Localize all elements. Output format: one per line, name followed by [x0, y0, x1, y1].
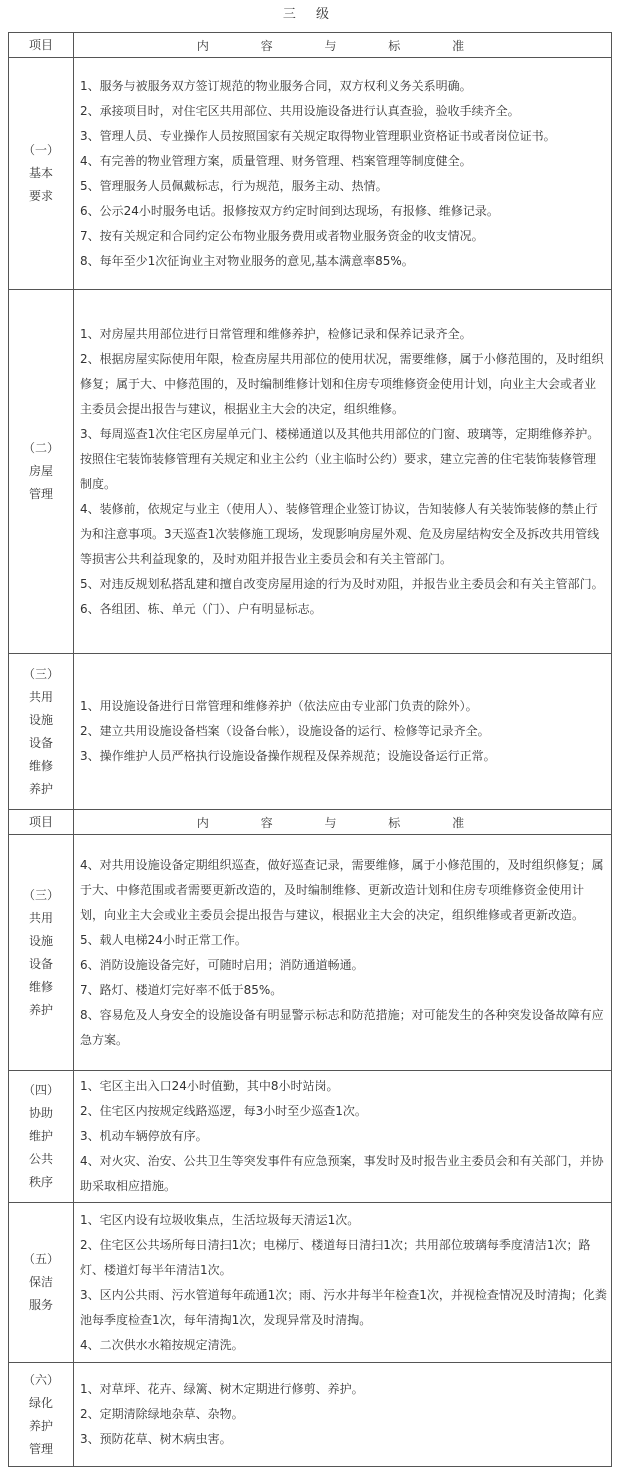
content-line: 7、按有关规定和合同约定公布物业服务费用或者物业服务资金的收支情况。: [80, 228, 484, 243]
section-label-line: 维护: [28, 1129, 53, 1143]
section-label-line: 绿化: [28, 1395, 53, 1410]
section-label-line: 养护: [28, 1418, 53, 1433]
content-line: 2、定期清除绿地杂草、杂物。: [80, 1407, 244, 1421]
section-content: [74, 1363, 612, 1467]
content-line: 4、装修前，依规定与业主（使用人）、装修管理企业签订协议，告知装修人有关装饰装修的禁止行为和注意事项。3天巡查1次装修施工现场，发现影响房屋外观、危及房屋结构安全及拆改共用管线等损害公共利益现象的，及时劝阻并报告业主委员会和有关主管部门。: [80, 501, 600, 566]
section-content: [74, 835, 612, 1071]
content-line: 6、各组团、栋、单元（门）、户有明显标志。: [80, 601, 322, 616]
content-line: 2、根据房屋实际使用年限，检查房屋共用部位的使用状况，需要维修，属于小修范围的，及时组织修复；属于大、中修范围的，及时编制维修计划和住房专项维修资金使用计划，向业主大会或者业主委员会提出报告与建议，根据业主大会的决定，组织维修。: [80, 351, 604, 416]
section-label-line: （一）: [22, 143, 59, 157]
section-row: [9, 1363, 612, 1467]
section-label-line: 设备: [28, 735, 53, 750]
section-label-line: （三）: [22, 887, 59, 902]
content-line: 7、路灯、楼道灯完好率不低于85%。: [80, 982, 283, 997]
section-label-line: 维修: [28, 979, 53, 994]
section-label-line: 保洁: [28, 1275, 53, 1289]
section-row: [9, 290, 612, 654]
section-label-line: 秩序: [28, 1175, 53, 1189]
header-col-content: [74, 33, 612, 58]
section-label-line: 设备: [28, 956, 53, 971]
section-label: [9, 835, 74, 1071]
section-label-line: 基本: [28, 166, 53, 180]
section-row: [9, 1071, 612, 1203]
content-line: 8、每年至少1次征询业主对物业服务的意见,基本满意率85%。: [80, 253, 414, 268]
section-label-line: 共用: [28, 910, 53, 925]
section-content: [74, 1203, 612, 1363]
section-label-line: 管理: [28, 1441, 53, 1456]
section-label-line: （四）: [22, 1083, 59, 1097]
section-content: [74, 58, 612, 290]
header-col-item: 项目: [9, 33, 74, 58]
section-row: [9, 835, 612, 1071]
content-line: 4、有完善的物业管理方案，质量管理、财务管理、档案管理等制度健全。: [80, 153, 472, 168]
content-line: 5、对违反规划私搭乱建和擅自改变房屋用途的行为及时劝阻，并报告业主委员会和有关主管部门。: [80, 576, 604, 591]
section-label-line: 公共: [28, 1152, 53, 1166]
header-row: [9, 33, 612, 58]
section-label-line: （五）: [22, 1252, 59, 1266]
section-label-line: 设施: [28, 933, 53, 948]
section-label-line: （六）: [22, 1372, 59, 1387]
section-label-line: （三）: [22, 666, 59, 681]
header-content-label: 内 容 与 标 准: [196, 815, 489, 830]
content-line: 3、机动车辆停放有序。: [80, 1129, 208, 1143]
section-content: [74, 654, 612, 810]
header-content-label: 内 容 与 标 准: [196, 38, 489, 53]
content-line: 3、区内公共雨、污水管道每年疏通1次；雨、污水井每半年检查1次，并视检查情况及时清掏；化粪池每季度检查1次，每年清掏1次，发现异常及时清掏。: [80, 1287, 607, 1327]
section-label-line: 房屋: [28, 464, 53, 478]
section-label: [9, 1203, 74, 1363]
section-label-line: 养护: [28, 781, 53, 796]
content-line: 2、住宅区内按规定线路巡逻，每3小时至少巡查1次。: [80, 1104, 367, 1118]
content-line: 2、住宅区公共场所每日清扫1次；电梯厅、楼道每日清扫1次；共用部位玻璃每季度清洁1次；路灯、楼道灯每半年清洁1次。: [80, 1237, 591, 1277]
content-line: 6、消防设施设备完好，可随时启用；消防通道畅通。: [80, 957, 364, 972]
section-label: [9, 1071, 74, 1203]
header-col-item: 项目: [9, 810, 74, 835]
standards-table-body: [9, 33, 612, 1467]
content-line: 1、宅区内设有垃圾收集点，生活垃圾每天清运1次。: [80, 1212, 360, 1227]
content-line: 1、对草坪、花卉、绿篱、树木定期进行修剪、养护。: [80, 1382, 364, 1396]
content-line: 1、用设施设备进行日常管理和维修养护（依法应由专业部门负责的除外）。: [80, 699, 478, 713]
section-label: [9, 1363, 74, 1467]
content-line: 6、公示24小时服务电话。报修按双方约定时间到达现场，有报修、维修记录。: [80, 203, 499, 218]
content-line: 4、对共用设施设备定期组织巡查，做好巡查记录，需要维修，属于小修范围的，及时组织修复；属于大、中修范围或者需要更新改造的，及时编制维修、更新改造计划和住房专项维修资金使用计划，向业主大会或业主委员会提出报告与建议，根据业主大会的决定，组织维修或者更新改造。: [80, 857, 604, 922]
section-label-line: （二）: [22, 441, 59, 455]
section-label-line: 管理: [28, 487, 53, 501]
content-line: 1、宅区主出入口24小时值勤，其中8小时站岗。: [80, 1079, 339, 1093]
section-label: [9, 290, 74, 654]
content-line: 2、承接项目时，对住宅区共用部位、共用设施设备进行认真查验，验收手续齐全。: [80, 103, 520, 118]
section-label-line: 养护: [28, 1002, 53, 1017]
section-label-line: 维修: [28, 758, 53, 773]
section-label-line: 设施: [28, 712, 53, 727]
content-line: 5、载人电梯24小时正常工作。: [80, 932, 247, 947]
content-line: 3、预防花草、树木病虫害。: [80, 1432, 232, 1446]
content-line: 4、二次供水水箱按规定清洗。: [80, 1337, 244, 1352]
content-line: 8、容易危及人身安全的设施设备有明显警示标志和防范措施；对可能发生的各种突发设备故障有应急方案。: [80, 1007, 604, 1047]
section-label-line: 服务: [28, 1298, 53, 1312]
content-line: 3、管理人员、专业操作人员按照国家有关规定取得物业管理职业资格证书或者岗位证书。: [80, 128, 556, 143]
section-row: [9, 654, 612, 810]
section-content: [74, 290, 612, 654]
section-label-line: 要求: [28, 189, 53, 203]
section-label: [9, 654, 74, 810]
content-line: 1、服务与被服务双方签订规范的物业服务合同，双方权利义务关系明确。: [80, 78, 472, 93]
section-label: [9, 58, 74, 290]
content-line: 2、建立共用设施设备档案（设备台帐），设施设备的运行、检修等记录齐全。: [80, 724, 490, 738]
content-line: 3、每周巡查1次住宅区房屋单元门、楼梯通道以及其他共用部位的门窗、玻璃等，定期维修养护。按照住宅装饰装修管理有关规定和业主公约（业主临时公约）要求，建立完善的住宅装饰装修管理制度。: [80, 426, 600, 491]
content-line: 3、操作维护人员严格执行设施设备操作规程及保养规范；设施设备运行正常。: [80, 749, 496, 763]
section-label-line: 协助: [28, 1106, 53, 1120]
content-line: 4、对火灾、治安、公共卫生等突发事件有应急预案，事发时及时报告业主委员会和有关部门，并协助采取相应措施。: [80, 1154, 604, 1193]
content-line: 1、对房屋共用部位进行日常管理和维修养护，检修记录和保养记录齐全。: [80, 326, 472, 341]
section-content: [74, 1071, 612, 1203]
content-line: 5、管理服务人员佩戴标志，行为规范，服务主动、热情。: [80, 178, 388, 193]
section-row: [9, 58, 612, 290]
standards-table: [8, 32, 612, 1467]
page-title: 三 级: [282, 7, 338, 22]
header-col-content: [74, 810, 612, 835]
header-row-repeat: [9, 810, 612, 835]
section-label-line: 共用: [28, 689, 53, 704]
section-row: [9, 1203, 612, 1363]
